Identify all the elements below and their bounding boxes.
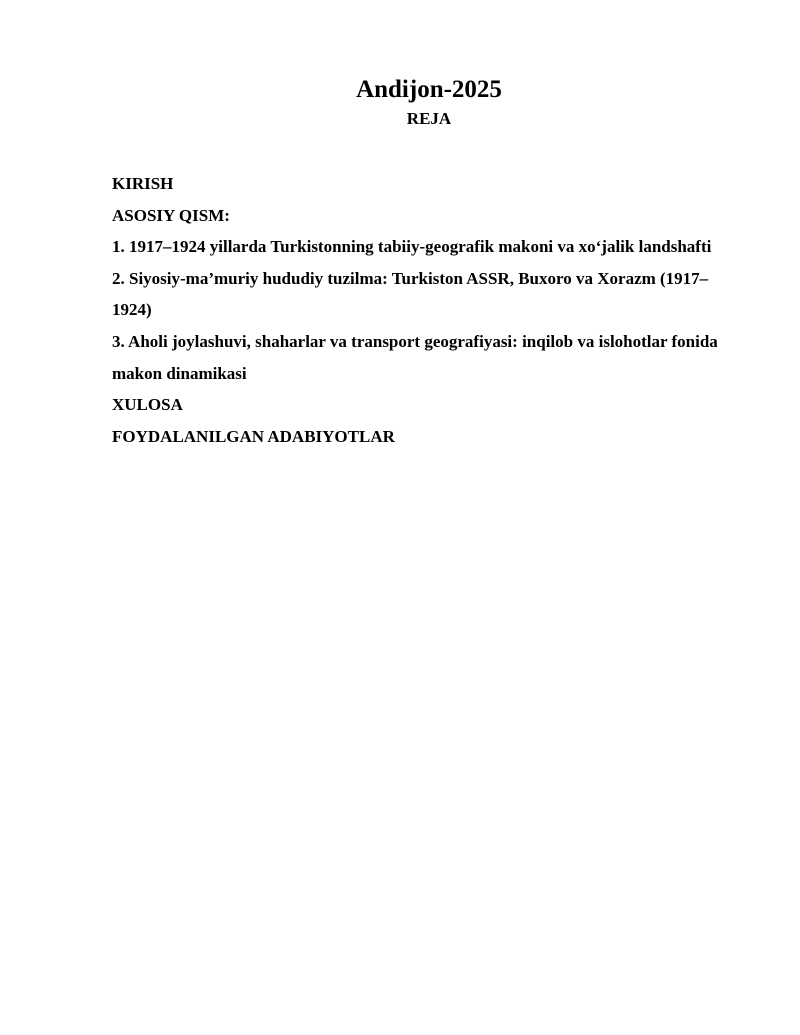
plan-list bbox=[112, 168, 722, 452]
plan-heading: REJA bbox=[406, 109, 452, 128]
plan-item-3: 3. Aholi joylashuvi, shaharlar va transport geografiyasi: inqilob va islohotlar fonida makon dinamikasi bbox=[112, 331, 718, 383]
plan-item-references: FOYDALANILGAN ADABIYOTLAR bbox=[112, 426, 395, 446]
plan-item-2: 2. Siyosiy-ma’muriy hududiy tuzilma: Turkiston ASSR, Buxoro va Xorazm (1917–1924) bbox=[112, 268, 709, 320]
document-title: Andijon-2025 bbox=[356, 76, 502, 103]
plan-item-intro: KIRISH bbox=[112, 174, 174, 193]
plan-item-conclusion: XULOSA bbox=[112, 395, 183, 415]
plan-item-1: 1. 1917–1924 yillarda Turkistonning tabiiy-geografik makoni va xo‘jalik landshafti bbox=[112, 237, 712, 257]
plan-item-main-part: ASOSIY QISM: bbox=[112, 205, 230, 225]
